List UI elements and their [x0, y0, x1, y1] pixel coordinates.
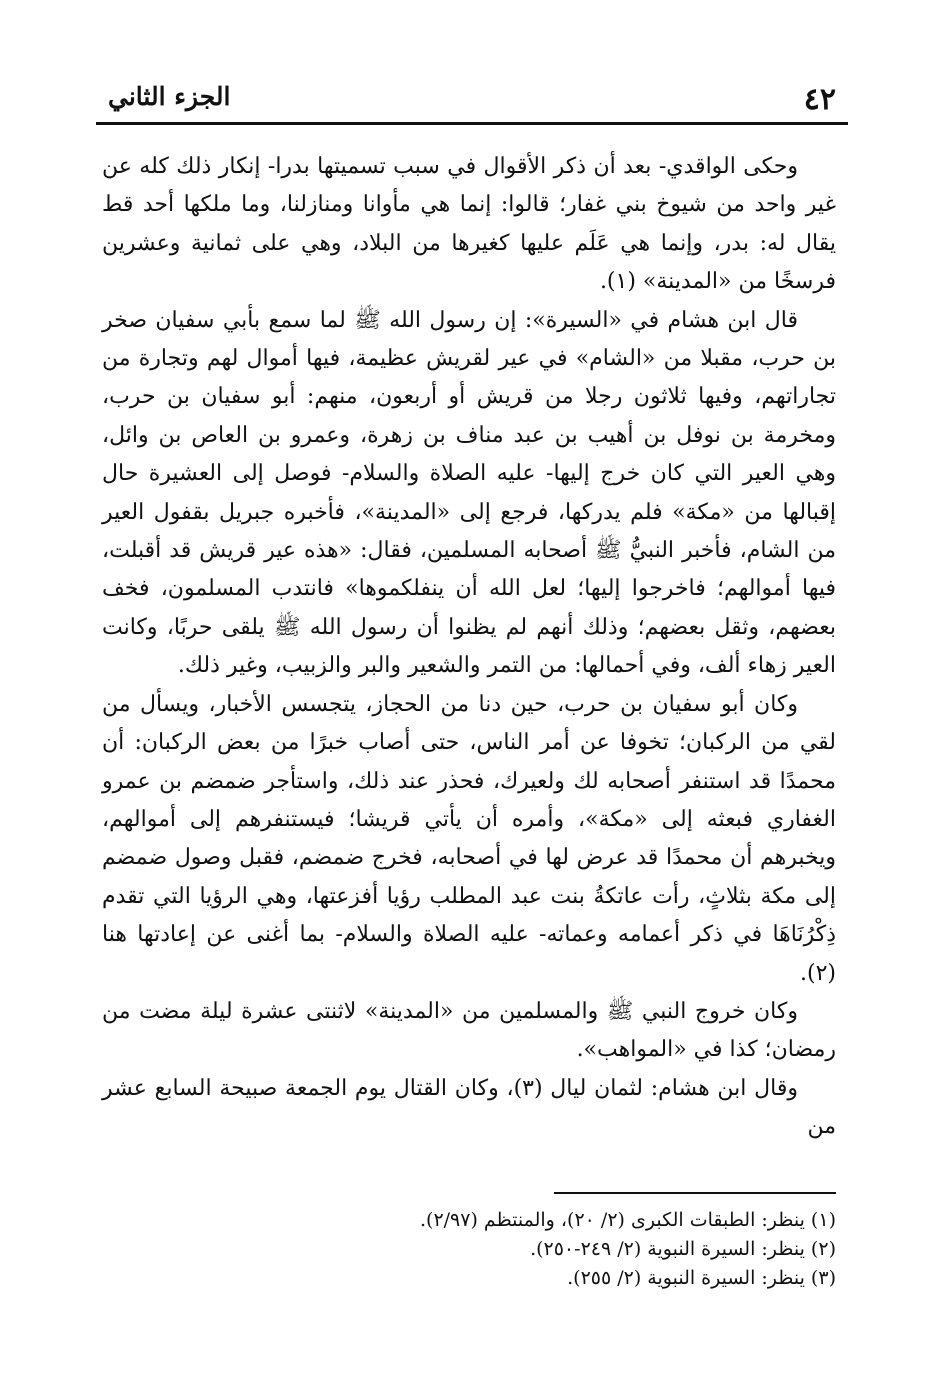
- page-header: [100, 72, 844, 120]
- footnote: (١) ينظر: الطبقات الكبرى (٢/ ٢٠)، والمنتظم (٢/٩٧).: [420, 1209, 836, 1231]
- footnote: (٢) ينظر: السيرة النبوية (٢/ ٢٤٩-٢٥٠).: [530, 1238, 836, 1260]
- running-title: الجزء الثاني: [108, 82, 231, 111]
- paragraph: وكان أبو سفيان بن حرب، حين دنا من الحجاز، يتجسس الأخبار، ويسأل من لقي من الركبان؛ تخوفا عن أمر الناس، حتى أصاب خبرًا من بعض الركبان: أن محمدًا قد استنفر أصحابه لك ولعيرك، فحذر عند ذلك، واستأجر ضمضم بن عمرو الغفاري فبعثه إلى «مكة»، وأمره أن يأتي قريشا؛ فيستنفرهم إلى أموالهم، ويخبرهم أن محمدًا قد عرض لها في أصحابه، فخرج ضمضم، فقبل وصول ضمضم إلى مكة بثلاثٍ، رأت عاتكةُ بنت عبد المطلب رؤيا أفزعتها، وهي الرؤيا التي تقدم ذِكْرُنَاهَا في ذكر أعمامه وعماته- عليه الصلاة والسلام- بما أغنى عن إعادتها هنا (٢).: [102, 691, 836, 986]
- footnote-rule: [554, 1192, 836, 1194]
- paragraph: وحكى الواقدي- بعد أن ذكر الأقوال في سبب تسميتها بدرا- إنكار ذلك كله عن غير واحد من شيوخ بني غفار؛ قالوا: إنما هي مأوانا ومنازلنا، وما ملكها أحد قط يقال له: بدر، وإنما هي عَلَم عليها كغيرها من البلاد، وهي على ثمانية وعشرين فرسخًا من «المدينة» (١).: [102, 154, 836, 295]
- footnotes: [102, 1206, 836, 1293]
- page-number: ٤٢: [803, 82, 836, 117]
- footnote: (٣) ينظر: السيرة النبوية (٢/ ٢٥٥).: [567, 1267, 836, 1289]
- header-rule: [96, 122, 848, 125]
- paragraph: وكان خروج النبي ﷺ والمسلمين من «المدينة» لاثنتى عشرة ليلة مضت من رمضان؛ كذا في «المواهب».: [102, 998, 836, 1063]
- paragraph: وقال ابن هشام: لثمان ليال (٣)، وكان القتال يوم الجمعة صبيحة السابع عشر من: [102, 1075, 836, 1140]
- paragraph: قال ابن هشام في «السيرة»: إن رسول الله ﷺ لما سمع بأبي سفيان صخر بن حرب، مقبلا من «الشام» في عير لقريش عظيمة، فيها أموال لهم وتجارة من تجاراتهم، وفيها ثلاثون رجلا من قريش أو أربعون، منهم: أبو سفيان بن حرب، ومخرمة بن نوفل بن أهيب بن عبد مناف بن زهرة، وعمرو بن العاص بن وائل، وهي العير التي كان خرج إليها- عليه الصلاة والسلام- فوصل إلى العشيرة حال إقبالها من «مكة» فلم يدركها، فرجع إلى «المدينة»، فأخبره جبريل بقفول العير من الشام، فأخبر النبيُّ ﷺ أصحابه المسلمين، فقال: «هذه عير قريش قد أقبلت، فيها أموالهم؛ فاخرجوا إليها؛ لعل الله أن ينفلكموها» فانتدب المسلمون، فخف بعضهم، وثقل بعضهم؛ وذلك أنهم لم يظنوا أن رسول الله ﷺ يلقى حربًا، وكانت العير زهاء ألف، وفي أحمالها: من التمر والشعير والبر والزبيب، وغير ذلك.: [102, 307, 836, 679]
- body-text: [102, 148, 836, 1147]
